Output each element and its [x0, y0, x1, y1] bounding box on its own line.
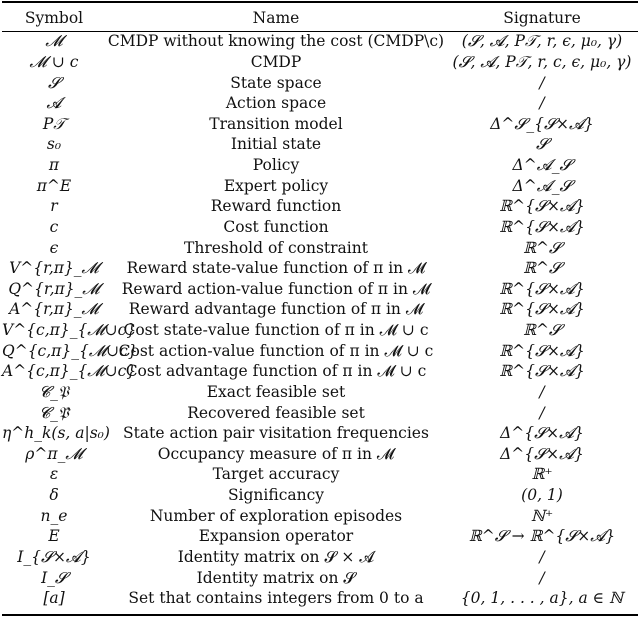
row-symbol: 𝓜 [45, 32, 63, 51]
row-symbol: δ [49, 486, 59, 505]
row-symbol: π [48, 156, 60, 175]
table-row [2, 444, 638, 465]
row-name: Threshold of constraint [184, 238, 368, 257]
table-row [2, 31, 638, 52]
row-name: Recovered feasible set [187, 403, 365, 422]
row-name: State action pair visitation frequencies [123, 424, 429, 443]
row-symbol: r [50, 197, 58, 216]
table-row [2, 526, 638, 547]
row-name: Reward function [210, 197, 342, 216]
row-signature: / [539, 94, 545, 113]
symbol-table [2, 4, 638, 609]
row-signature: ℝ^{𝓢×𝓐} [499, 217, 585, 236]
row-signature: Δ^{𝓢×𝓐} [500, 424, 584, 443]
row-signature: ℝ^𝓢 → ℝ^{𝓢×𝓐} [468, 527, 616, 546]
row-symbol: ρ^π_𝓜 [25, 444, 83, 463]
row-name: Cost advantage function of π in 𝓜 ∪ c [125, 362, 427, 381]
table-row [2, 175, 638, 196]
row-symbol: 𝓒_𝔓̂ [39, 403, 69, 422]
row-signature: ℝ^{𝓢×𝓐} [499, 362, 585, 381]
table-row [2, 361, 638, 382]
row-symbol: ε [49, 465, 59, 484]
top-rule [2, 1, 638, 3]
row-signature: / [539, 403, 545, 422]
row-signature: Δ^𝓢_{𝓢×𝓐} [490, 114, 594, 133]
row-symbol: I_𝓢 [41, 568, 67, 587]
row-signature: ℝ^{𝓢×𝓐} [499, 279, 585, 298]
header-signature: Signature [503, 8, 581, 27]
row-symbol: 𝓐 [46, 94, 62, 113]
row-name: Number of exploration episodes [149, 506, 403, 525]
row-signature: / [539, 382, 545, 401]
row-signature: / [539, 568, 545, 587]
row-signature: Δ^{𝓢×𝓐} [500, 444, 584, 463]
table-row [2, 547, 638, 568]
table-row [2, 423, 638, 444]
row-symbol: 𝓢 [48, 73, 60, 92]
row-symbol: V^{r,π}_𝓜 [9, 259, 99, 278]
row-signature: ℝ^{𝓢×𝓐} [499, 300, 585, 319]
row-name: Identity matrix on 𝓢 × 𝓐 [177, 547, 375, 566]
row-name: State space [230, 73, 322, 92]
row-name: Reward state-value function of π in 𝓜 [126, 259, 426, 278]
row-signature: ℝ^{𝓢×𝓐} [499, 341, 585, 360]
table-row [2, 299, 638, 320]
table-row [2, 72, 638, 93]
table-row [2, 382, 638, 403]
table-row [2, 155, 638, 176]
row-name: Cost state-value function of π in 𝓜 ∪ c [123, 321, 429, 340]
row-signature: ℝ^𝓢 [523, 238, 561, 257]
row-name: Action space [225, 94, 327, 113]
row-signature: ℝ^𝓢 [523, 259, 561, 278]
row-symbol: I_{𝓢×𝓐} [17, 547, 91, 566]
table-row [2, 258, 638, 279]
table-row [2, 134, 638, 155]
table-row [2, 340, 638, 361]
header-name: Name [252, 8, 300, 27]
table-row [2, 588, 638, 609]
row-name: Exact feasible set [206, 382, 346, 401]
row-symbol: [a] [43, 589, 65, 608]
row-signature: ℝ^𝓢 [523, 321, 561, 340]
row-symbol: 𝓒_𝔓 [39, 382, 69, 401]
row-symbol: Q^{c,π}_{𝓜∪c} [2, 341, 138, 360]
row-signature: (𝓢, 𝓐, P𝒯, r, c, ϵ, μ₀, γ) [452, 52, 632, 71]
row-name: Cost function [223, 217, 329, 236]
table-row [2, 567, 638, 588]
row-symbol: Q^{r,π}_𝓜 [8, 279, 100, 298]
row-symbol: ϵ [49, 238, 59, 257]
row-symbol: A^{r,π}_𝓜 [9, 300, 99, 319]
row-name: Transition model [209, 114, 343, 133]
row-symbol: n_e [40, 506, 68, 525]
row-name: Expansion operator [198, 527, 354, 546]
header-symbol: Symbol [24, 8, 84, 27]
row-name: CMDP [250, 52, 302, 71]
table-row [2, 464, 638, 485]
row-signature: {0, 1, . . . , a}, a ∈ ℕ [460, 589, 624, 608]
row-signature: ℝ^{𝓢×𝓐} [499, 197, 585, 216]
row-name: CMDP without knowing the cost (CMDP\c) [107, 32, 445, 51]
row-signature: Δ^𝓐_𝓢 [512, 156, 572, 175]
row-symbol: 𝓜 ∪ c [29, 52, 79, 71]
row-symbol: c [49, 217, 59, 236]
row-name: Occupancy measure of π in 𝓜 [157, 444, 395, 463]
table-row [2, 402, 638, 423]
bottom-rule [2, 614, 638, 616]
table-row [2, 52, 638, 73]
table-row [2, 505, 638, 526]
table-row [2, 93, 638, 114]
row-symbol: η^h_k(s, a|s₀) [2, 424, 110, 443]
row-symbol: s₀ [46, 135, 62, 154]
row-signature: / [539, 547, 545, 566]
table-row [2, 485, 638, 506]
row-name: Policy [252, 156, 300, 175]
row-name: Reward advantage function of π in 𝓜 [128, 300, 424, 319]
table-row [2, 114, 638, 135]
row-symbol: E [48, 527, 60, 546]
row-signature: (𝓢, 𝓐, P𝒯, r, ϵ, μ₀, γ) [461, 32, 623, 51]
row-name: Initial state [230, 135, 322, 154]
row-signature: 𝓢 [536, 135, 548, 154]
row-signature: ℕ⁺ [530, 506, 554, 525]
row-name: Reward action-value function of π in 𝓜 [121, 279, 431, 298]
row-name: Expert policy [223, 176, 329, 195]
row-name: Target accuracy [212, 465, 340, 484]
row-name: Cost action-value function of π in 𝓜 ∪ c [118, 341, 434, 360]
row-symbol: A^{c,π}_{𝓜∪c} [2, 362, 137, 381]
row-name: Set that contains integers from 0 to a [128, 589, 424, 608]
row-name: Significancy [227, 486, 325, 505]
table-body [2, 31, 638, 609]
row-symbol: π^E [36, 176, 72, 195]
table-row [2, 320, 638, 341]
row-signature: ℝ⁺ [531, 465, 553, 484]
table-row [2, 217, 638, 238]
row-name: Identity matrix on 𝓢 [196, 568, 356, 587]
table-row [2, 196, 638, 217]
row-symbol: V^{c,π}_{𝓜∪c} [2, 321, 137, 340]
table-row [2, 237, 638, 258]
table-row [2, 279, 638, 300]
row-signature: (0, 1) [521, 486, 563, 505]
header-row [2, 4, 638, 31]
row-signature: Δ^𝓐_𝓢 [512, 176, 572, 195]
row-signature: / [539, 73, 545, 92]
row-symbol: P𝒯 [42, 114, 66, 133]
